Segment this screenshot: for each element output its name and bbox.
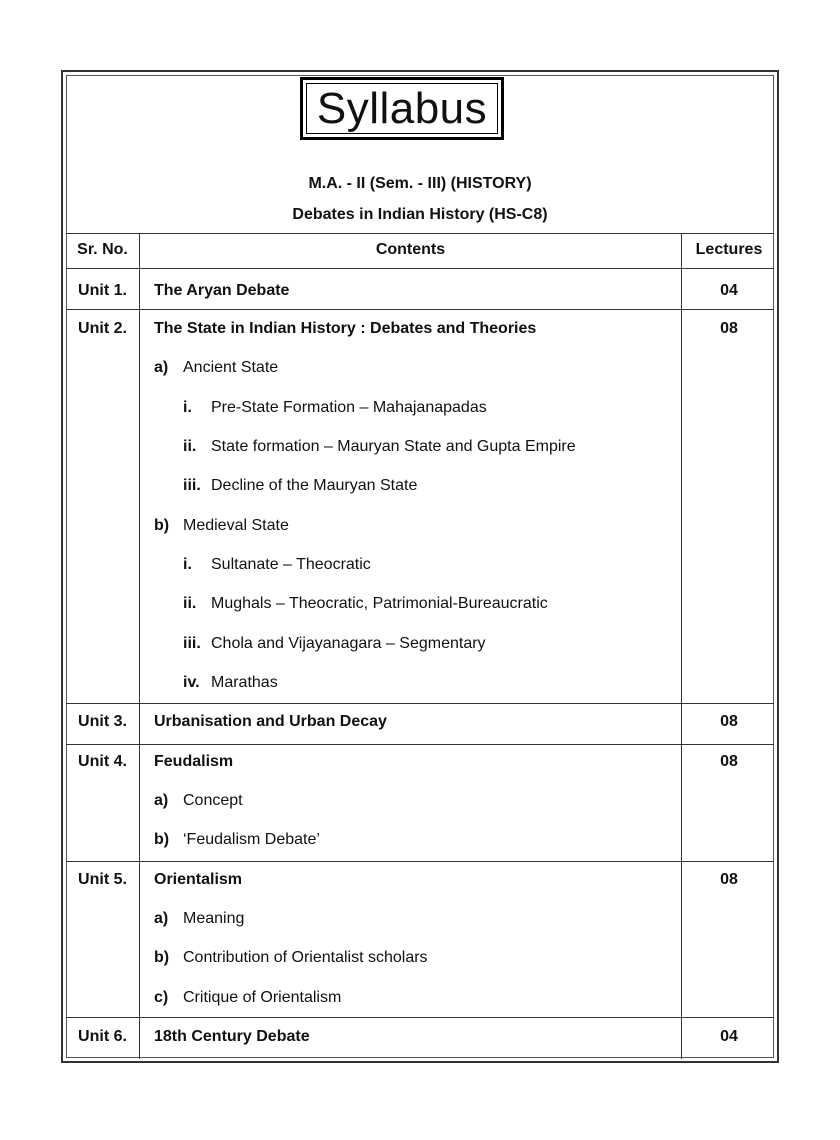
unit-5-lectures: 08 [720,871,738,888]
item-text: ‘Feudalism Debate’ [183,831,320,848]
item-text: Meaning [183,910,245,927]
item-mark: i. [183,399,192,416]
unit-6-sr: Unit 6. [78,1028,127,1045]
unit-2-sr: Unit 2. [78,320,127,337]
list-item [183,399,487,417]
list-item [154,517,289,535]
row-divider-unit4 [66,861,774,862]
unit-4-title: Feudalism [154,753,234,770]
page-title: Syllabus [316,83,488,133]
unit-4-sr: Unit 4. [78,753,127,770]
list-item [154,910,244,928]
item-mark: b) [154,831,170,848]
column-divider-sr [139,233,140,1059]
item-mark: iii. [183,477,201,494]
unit-5-sr: Unit 5. [78,871,127,888]
list-item [183,438,576,456]
list-item [154,359,278,377]
unit-5-title: Orientalism [154,871,243,888]
list-item [183,595,548,613]
item-text: Marathas [211,674,278,691]
column-header-lectures: Lectures [695,241,763,258]
item-text: Contribution of Orientalist scholars [183,949,428,966]
unit-3-sr: Unit 3. [78,713,127,730]
item-mark: iv. [183,674,200,691]
list-item [154,792,243,810]
table-top-border [66,233,774,234]
item-text: Sultanate – Theocratic [211,556,371,573]
item-text: Ancient State [183,359,279,376]
item-mark: b) [154,517,170,534]
item-mark: b) [154,949,170,966]
item-text: State formation – Mauryan State and Gupta Empire [211,438,576,455]
unit-2-title: The State in Indian History : Debates and Theories [154,320,537,337]
column-header-contents: Contents [375,241,446,258]
item-text: Mughals – Theocratic, Patrimonial-Bureaucratic [211,595,548,612]
unit-3-lectures: 08 [720,713,738,730]
item-mark: ii. [183,438,197,455]
item-text: Critique of Orientalism [183,989,342,1006]
row-divider-unit5 [66,1017,774,1018]
item-mark: a) [154,359,169,376]
unit-1-title: The Aryan Debate [154,282,290,299]
item-mark: iii. [183,635,201,652]
item-mark: c) [154,989,169,1006]
column-header-sr: Sr. No. [77,241,128,258]
item-text: Chola and Vijayanagara – Segmentary [211,635,486,652]
item-text: Concept [183,792,243,809]
unit-2-lectures: 08 [720,320,738,337]
item-text: Pre-State Formation – Mahajanapadas [211,399,487,416]
item-mark: ii. [183,595,197,612]
list-item [183,674,278,692]
unit-3-title: Urbanisation and Urban Decay [154,713,387,730]
row-divider-unit1 [66,309,774,310]
row-divider-unit2 [66,703,774,704]
item-mark: a) [154,910,169,927]
course-heading: M.A. - II (Sem. - III) (HISTORY) [308,175,532,192]
list-item [183,635,486,653]
unit-1-lectures: 04 [720,282,738,299]
item-mark: a) [154,792,169,809]
syllabus-title-box [300,77,504,140]
list-item [183,477,417,495]
item-text: Medieval State [183,517,289,534]
row-divider-unit3 [66,744,774,745]
item-mark: i. [183,556,192,573]
unit-6-title: 18th Century Debate [154,1028,310,1045]
header-row-divider [66,268,774,269]
column-divider-lectures [681,233,682,1059]
unit-4-lectures: 08 [720,753,738,770]
paper-heading: Debates in Indian History (HS-C8) [292,206,548,223]
unit-1-sr: Unit 1. [78,282,127,299]
list-item [154,831,320,849]
list-item [154,989,341,1007]
item-text: Decline of the Mauryan State [211,477,418,494]
list-item [154,949,428,967]
list-item [183,556,371,574]
unit-6-lectures: 04 [720,1028,738,1045]
